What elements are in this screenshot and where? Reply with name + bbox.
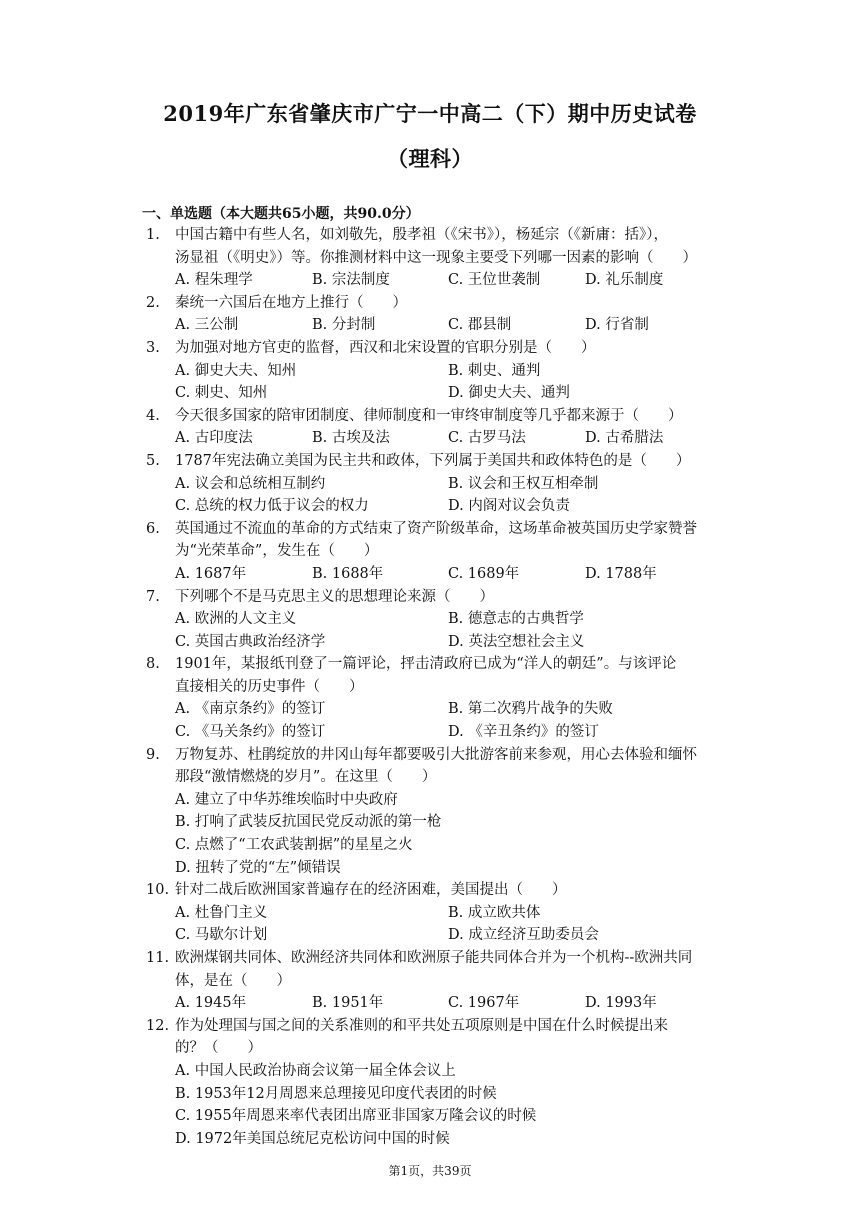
options-row [0, 721, 860, 744]
question-number: 8. [146, 656, 160, 673]
options-row [0, 1083, 860, 1106]
answer-option: B. 1688年 [312, 565, 384, 582]
question-stem: 秦统一六国后在地方上推行（ ） [175, 294, 407, 311]
options-row [0, 1060, 860, 1083]
answer-option: B. 成立欧共体 [448, 904, 541, 921]
options-row [0, 314, 860, 337]
question-number: 10. [146, 882, 170, 899]
question-number: 1. [146, 227, 160, 243]
options-row [0, 563, 860, 586]
question-line [0, 518, 860, 541]
question-number: 12. [146, 1017, 170, 1034]
question-item [0, 450, 860, 518]
answer-option: B. 分封制 [312, 317, 376, 334]
options-row [0, 495, 860, 518]
options-row [0, 360, 860, 383]
options-row [0, 924, 860, 947]
question-stem: 英国通过不流血的革命的方式结束了资产阶级革命，这场革命被英国历史学家赞誉 [175, 520, 697, 537]
page-subtitle: （理科） [387, 146, 473, 171]
question-line [0, 970, 860, 993]
question-item [0, 653, 860, 743]
question-line [0, 947, 860, 970]
answer-option: C. 1967年 [448, 995, 520, 1012]
answer-option: B. 第二次鸦片战争的失败 [448, 701, 613, 718]
answer-option: D. 扭转了党的“左”倾错误 [175, 859, 341, 876]
question-number: 9. [146, 746, 160, 763]
answer-option: A. 议会和总统相互制约 [175, 475, 326, 492]
question-stem: 今天很多国家的陪审团制度、律师制度和一审终审制度等几乎都来源于（ ） [175, 407, 683, 424]
question-line [0, 586, 860, 609]
answer-option: C. 1689年 [448, 565, 520, 582]
question-number: 4. [146, 407, 160, 424]
question-stem: 为“光荣革命”，发生在（ ） [175, 543, 379, 560]
question-stem: 的？（ ） [175, 1040, 262, 1057]
answer-option: A. 杜鲁门主义 [175, 904, 268, 921]
question-number: 5. [146, 452, 160, 469]
answer-option: B. 刺史、通判 [448, 362, 541, 379]
answer-option: D. 成立经济互助委员会 [448, 927, 599, 944]
question-stem: 1787年宪法确立美国为民主共和政体，下列属于美国共和政体特色的是（ ） [175, 452, 691, 469]
question-number: 7. [146, 588, 160, 605]
question-number: 11. [146, 950, 170, 966]
answer-option: C. 英国古典政治经济学 [175, 633, 326, 650]
question-item [0, 879, 860, 947]
question-line [0, 224, 860, 247]
page-title: 2019年广东省肇庆市广宁一中高二（下）期中历史试卷 [163, 101, 697, 126]
question-item [0, 337, 860, 405]
answer-option: B. 宗法制度 [312, 272, 390, 289]
answer-option: C. 王位世袭制 [448, 272, 541, 289]
question-line [0, 450, 860, 473]
question-line [0, 766, 860, 789]
question-line [0, 1015, 860, 1038]
question-line [0, 337, 860, 360]
question-item [0, 224, 860, 292]
question-stem: 直接相关的历史事件（ ） [175, 678, 364, 695]
question-line [0, 879, 860, 902]
answer-option: A. 古印度法 [175, 430, 253, 447]
answer-option: B. 打响了武装反抗国民党反动派的第一枪 [175, 814, 442, 831]
answer-option: D. 1993年 [585, 995, 657, 1012]
question-number: 3. [146, 339, 160, 356]
question-line [0, 292, 860, 315]
options-row [0, 427, 860, 450]
answer-option: D. 英法空想社会主义 [448, 633, 585, 650]
question-line [0, 405, 860, 428]
options-row [0, 789, 860, 812]
answer-option: D. 古希腊法 [585, 430, 664, 447]
answer-option: C. 总统的权力低于议会的权力 [175, 498, 369, 515]
options-row [0, 857, 860, 880]
answer-option: A. 1945年 [175, 995, 247, 1012]
options-row [0, 992, 860, 1015]
section-heading: 一、单选题（本大题共65小题，共90.0分） [142, 206, 420, 222]
answer-option: A. 三公制 [175, 317, 239, 334]
question-stem: 下列哪个不是马克思主义的思想理论来源（ ） [175, 588, 494, 605]
options-row [0, 1105, 860, 1128]
options-row [0, 698, 860, 721]
answer-option: D. 《辛丑条约》的签订 [448, 724, 599, 741]
answer-option: B. 1951年 [312, 995, 384, 1012]
question-line [0, 676, 860, 699]
question-item [0, 405, 860, 450]
question-list [0, 224, 860, 1150]
question-line [0, 653, 860, 676]
options-row [0, 811, 860, 834]
answer-option: A. 1687年 [175, 565, 247, 582]
answer-option: C. 点燃了“工农武装割据”的星星之火 [175, 837, 413, 854]
answer-option: D. 行省制 [585, 317, 649, 334]
answer-option: A. 御史大夫、知州 [175, 362, 297, 379]
question-item [0, 947, 860, 1015]
question-stem: 那段“激情燃烧的岁月”。在这里（ ） [175, 769, 437, 786]
question-stem: 为加强对地方官吏的监督，西汉和北宋设置的官职分别是（ ） [175, 339, 596, 356]
options-row [0, 834, 860, 857]
options-row [0, 631, 860, 654]
page-footer: 第1页，共39页 [388, 1164, 472, 1178]
question-item [0, 292, 860, 337]
answer-option: A. 中国人民政治协商会议第一届全体会议上 [175, 1062, 456, 1079]
options-row [0, 608, 860, 631]
answer-option: D. 内阁对议会负责 [448, 498, 570, 515]
answer-option: A. 程朱理学 [175, 272, 253, 289]
question-line [0, 247, 860, 270]
answer-option: C. 1955年周恩来率代表团出席亚非国家万隆会议的时候 [175, 1108, 537, 1125]
options-row [0, 1128, 860, 1151]
question-stem: 中国古籍中有些人名，如刘敬先，殷孝祖（《宋书》），杨延宗（《新庸：括》）， [175, 227, 668, 243]
answer-option: C. 刺史、知州 [175, 385, 268, 402]
answer-option: D. 御史大夫、通判 [448, 385, 570, 402]
question-stem: 1901年，某报纸刊登了一篇评论，抨击清政府已成为“洋人的朝廷”。与该评论 [175, 656, 677, 673]
answer-option: D. 1972年美国总统尼克松访问中国的时候 [175, 1130, 450, 1147]
answer-option: D. 礼乐制度 [585, 272, 664, 289]
answer-option: B. 1953年12月周恩来总理接见印度代表团的时候 [175, 1085, 497, 1102]
question-stem: 体，是在（ ） [175, 972, 291, 989]
answer-option: C. 古罗马法 [448, 430, 526, 447]
answer-option: C. 《马关条约》的签订 [175, 724, 326, 741]
question-number: 6. [146, 520, 160, 537]
question-item [0, 744, 860, 880]
question-stem: 汤显祖（《明史》）等。你推测材料中这一现象主要受下列哪一因素的影响（ ） [175, 249, 697, 266]
answer-option: D. 1788年 [585, 565, 657, 582]
answer-option: B. 德意志的古典哲学 [448, 611, 584, 628]
question-stem: 欧洲煤钢共同体、欧洲经济共同体和欧洲原子能共同体合并为一个机构--欧洲共同 [175, 950, 693, 966]
question-line [0, 744, 860, 767]
question-stem: 作为处理国与国之间的关系准则的和平共处五项原则是中国在什么时候提出来 [175, 1017, 668, 1034]
question-item [0, 518, 860, 586]
answer-option: C. 马歇尔计划 [175, 927, 268, 944]
answer-option: A. 《南京条约》的签订 [175, 701, 326, 718]
answer-option: A. 建立了中华苏维埃临时中央政府 [175, 791, 398, 808]
question-stem: 万物复苏、杜鹃绽放的井冈山每年都要吸引大批游客前来参观，用心去体验和缅怀 [175, 746, 697, 763]
answer-option: B. 议会和王权互相牵制 [448, 475, 599, 492]
question-stem: 针对二战后欧洲国家普遍存在的经济困难，美国提出（ ） [175, 882, 567, 899]
options-row [0, 902, 860, 925]
question-item [0, 1015, 860, 1151]
options-row [0, 382, 860, 405]
question-item [0, 586, 860, 654]
answer-option: A. 欧洲的人文主义 [175, 611, 297, 628]
options-row [0, 269, 860, 292]
answer-option: B. 古埃及法 [312, 430, 390, 447]
question-line [0, 540, 860, 563]
options-row [0, 473, 860, 496]
question-number: 2. [146, 294, 160, 311]
question-line [0, 1037, 860, 1060]
answer-option: C. 郡县制 [448, 317, 512, 334]
